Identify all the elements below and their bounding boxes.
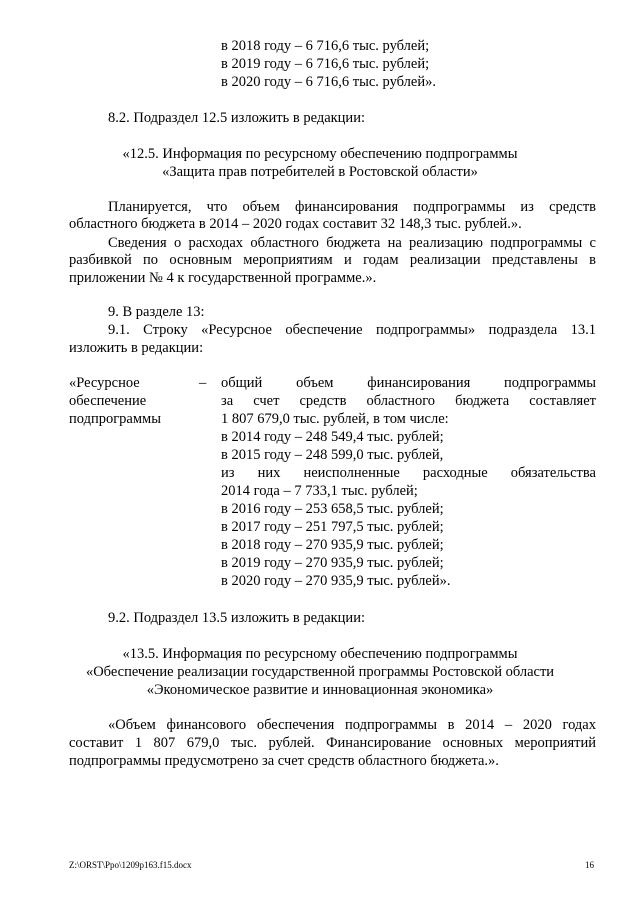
expenses-paragraph-line-2: разбивкой по основным мероприятиям и годам реализации представлены в	[69, 252, 596, 268]
resource-label-line-3: подпрограммы	[69, 411, 161, 427]
financing-paragraph-line-1: «Объем финансового обеспечения подпрограммы в 2014 – 2020 годах	[108, 717, 596, 733]
subsection-13-5-title-line-1: «13.5. Информация по ресурсному обеспечению подпрограммы	[122, 646, 518, 662]
resource-value-unfulfilled-line-1: из них неисполненные расходные обязательства	[221, 465, 596, 481]
resource-label-line-2: обеспечение	[69, 393, 147, 409]
resource-value-2017: в 2017 году – 251 797,5 тыс. рублей;	[221, 519, 444, 535]
subsection-12-5-title-line-1: «12.5. Информация по ресурсному обеспечению подпрограммы	[122, 146, 518, 162]
section-9-2-heading: 9.2. Подраздел 13.5 изложить в редакции:	[108, 610, 365, 626]
resource-value-2016: в 2016 году – 253 658,5 тыс. рублей;	[221, 501, 444, 517]
resource-dash: –	[199, 375, 207, 391]
subsection-13-5-title-line-2: «Обеспечение реализации государственной программы Ростовской области	[85, 664, 555, 680]
year-2018-line: в 2018 году – 6 716,6 тыс. рублей;	[221, 38, 430, 54]
resource-value-line-1: общий объем финансирования подпрограммы	[221, 375, 596, 391]
section-9-1-line-2: изложить в редакции:	[69, 340, 204, 356]
page-number: 16	[585, 860, 594, 870]
resource-value-line-3: 1 807 679,0 тыс. рублей, в том числе:	[221, 411, 449, 427]
funding-paragraph-line-2: областного бюджета в 2014 – 2020 годах составит 32 148,3 тыс. рублей.».	[69, 216, 522, 232]
expenses-paragraph-line-3: приложении № 4 к государственной программе.».	[69, 270, 377, 286]
section-8-2-heading: 8.2. Подраздел 12.5 изложить в редакции:	[108, 110, 365, 126]
funding-paragraph-line-1: Планируется, что объем финансирования подпрограммы из средств	[108, 199, 596, 215]
footer-file-path: Z:\ORST\Ppo\1209p163.f15.docx	[69, 860, 192, 870]
expenses-paragraph-line-1: Сведения о расходах областного бюджета на реализацию подпрограммы с	[108, 235, 596, 251]
resource-value-2020: в 2020 году – 270 935,9 тыс. рублей».	[221, 573, 451, 589]
resource-value-2019: в 2019 году – 270 935,9 тыс. рублей;	[221, 555, 444, 571]
subsection-13-5-title-line-3: «Экономическое развитие и инновационная экономика»	[146, 682, 494, 698]
year-2019-line: в 2019 году – 6 716,6 тыс. рублей;	[221, 56, 430, 72]
financing-paragraph-line-2: составит 1 807 679,0 тыс. рублей. Финансирование основных мероприятий	[69, 735, 596, 751]
year-2020-line: в 2020 году – 6 716,6 тыс. рублей».	[221, 74, 436, 90]
resource-label-line-1: «Ресурсное	[69, 375, 140, 391]
resource-value-2015: в 2015 году – 248 599,0 тыс. рублей,	[221, 447, 444, 463]
subsection-12-5-title-line-2: «Защита прав потребителей в Ростовской области»	[162, 164, 478, 180]
resource-value-unfulfilled-line-2: 2014 года – 7 733,1 тыс. рублей;	[221, 483, 418, 499]
resource-value-2014: в 2014 году – 248 549,4 тыс. рублей;	[221, 429, 444, 445]
financing-paragraph-line-3: подпрограммы предусмотрено за счет средств областного бюджета.».	[69, 753, 499, 769]
resource-value-2018: в 2018 году – 270 935,9 тыс. рублей;	[221, 537, 444, 553]
section-9-heading: 9. В разделе 13:	[108, 304, 205, 320]
section-9-1-line-1: 9.1. Строку «Ресурсное обеспечение подпрограммы» подраздела 13.1	[108, 322, 596, 338]
resource-value-line-2: за счет средств областного бюджета составляет	[221, 393, 596, 409]
